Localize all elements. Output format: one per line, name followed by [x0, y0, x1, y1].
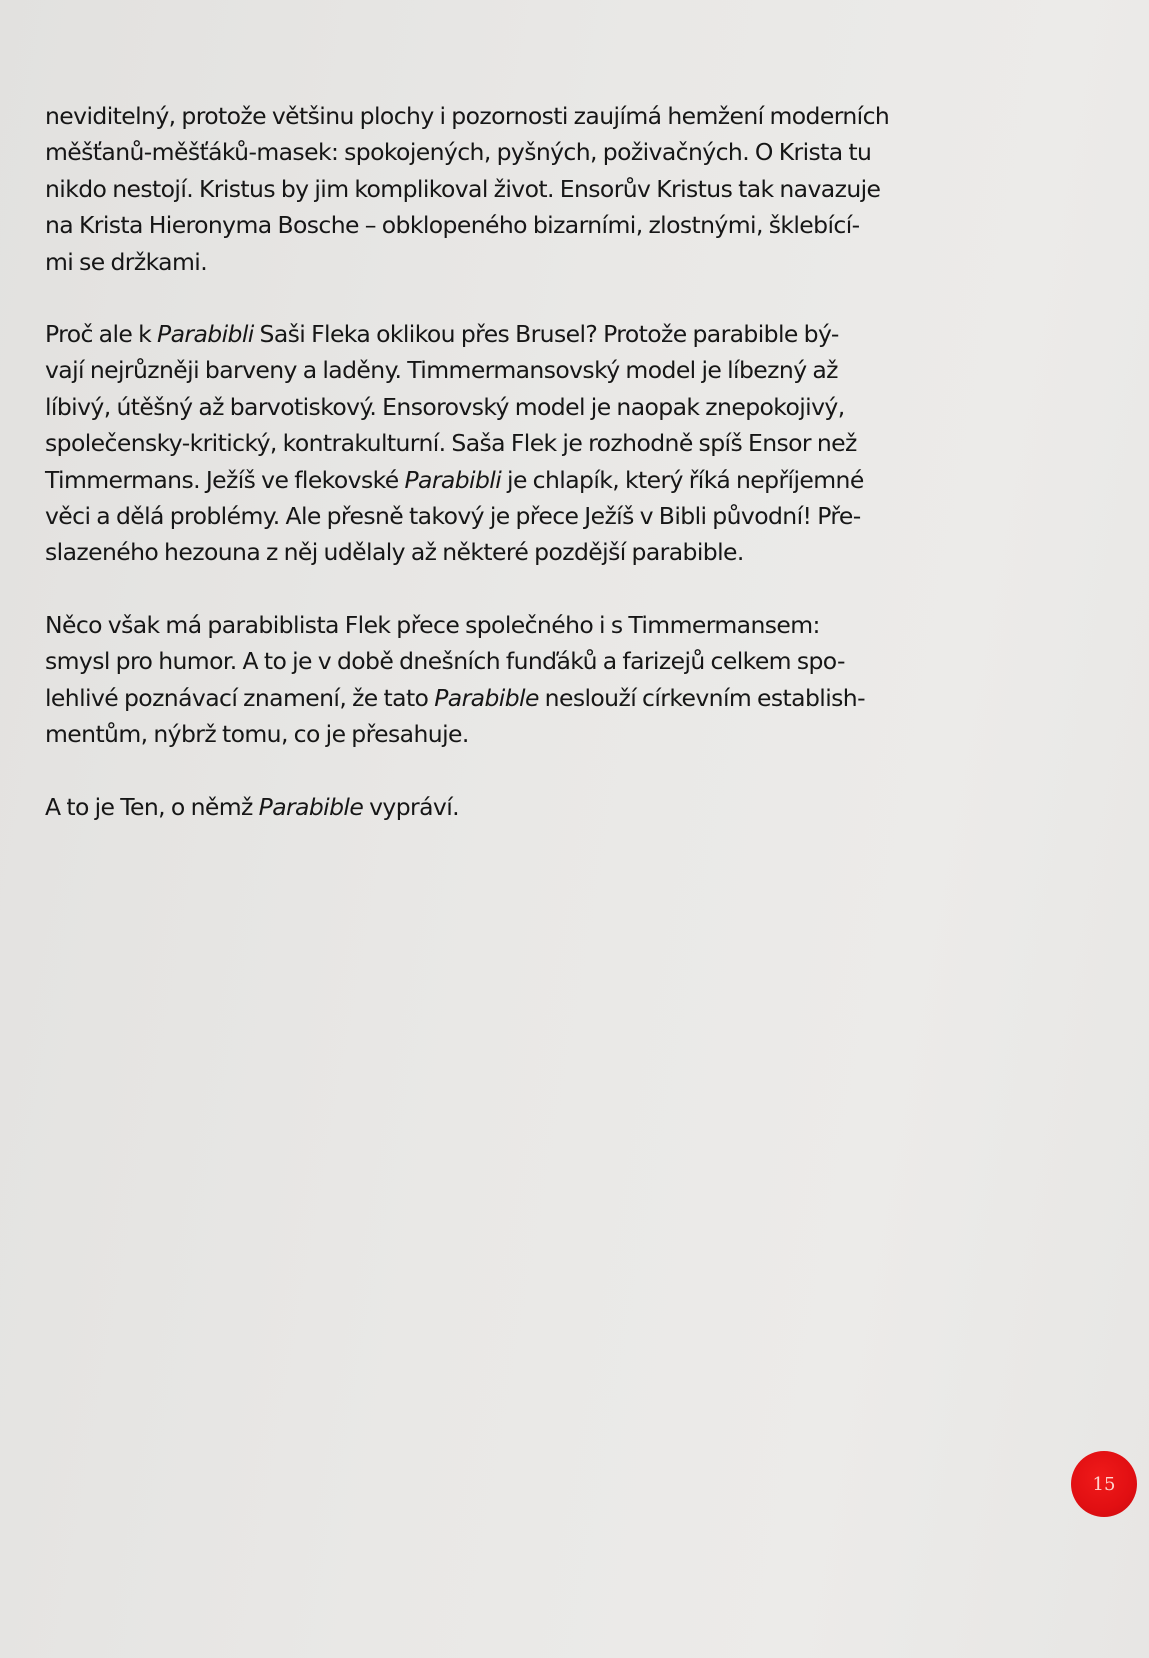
text-segment: měšťanů-měšťáků-masek: spokojených, pyšných, poživačných. O Krista tu [45, 138, 872, 167]
text-line [45, 425, 945, 461]
page-number-badge [1071, 1451, 1137, 1517]
text-segment: Proč ale k [45, 320, 158, 349]
text-line [45, 789, 945, 825]
text-line [45, 716, 945, 752]
body-text [45, 98, 945, 861]
paragraph-2 [45, 316, 945, 571]
text-line [45, 207, 945, 243]
text-line [45, 607, 945, 643]
text-segment: Timmermans. Ježíš ve flekovské [45, 465, 405, 494]
text-line [45, 316, 945, 352]
text-line [45, 98, 945, 134]
text-segment: Saši Fleka oklikou přes Brusel? Protože parabible bý- [253, 320, 839, 349]
text-segment: je chlapík, který říká nepříjemné [501, 465, 864, 494]
italic-title: Parabible [258, 792, 364, 821]
text-line [45, 534, 945, 570]
text-line [45, 134, 945, 170]
text-segment: nikdo nestojí. Kristus by jim komplikoval život. Ensorův Kristus tak navazuje [45, 174, 881, 203]
text-segment: lehlivé poznávací znamení, že tato [45, 683, 435, 712]
text-segment: vypráví. [363, 792, 459, 821]
italic-title: Parabibli [157, 320, 254, 349]
text-line [45, 389, 945, 425]
text-segment: společensky-kritický, kontrakulturní. Saša Flek je rozhodně spíš Ensor než [45, 429, 857, 458]
text-segment: mentům, nýbrž tomu, co je přesahuje. [45, 720, 469, 749]
text-segment: líbivý, útěšný až barvotiskový. Ensorovský model je naopak znepokojivý, [45, 392, 845, 421]
text-line [45, 680, 945, 716]
text-segment: věci a dělá problémy. Ale přesně takový je přece Ježíš v Bibli původní! Pře- [45, 502, 861, 531]
text-segment: Něco však má parabiblista Flek přece společného i s Timmermansem: [45, 610, 820, 639]
text-segment: vají nejrůzněji barveny a laděny. Timmermansovský model je líbezný až [45, 356, 838, 385]
text-segment: A to je Ten, o němž [45, 792, 259, 821]
text-segment: neviditelný, protože většinu plochy i pozornosti zaujímá hemžení moderních [45, 102, 890, 130]
text-line [45, 244, 945, 280]
paragraph-3 [45, 607, 945, 753]
page-number: 15 [1092, 1473, 1116, 1495]
text-segment: na Krista Hieronyma Bosche – obklopeného bizarními, zlostnými, šklebící- [45, 211, 860, 240]
italic-title: Parabibli [404, 465, 502, 494]
italic-title: Parabible [434, 683, 539, 712]
paragraph-4 [45, 789, 945, 825]
text-segment: mi se držkami. [45, 247, 208, 276]
paragraph-1 [45, 98, 945, 280]
text-segment: slazeného hezouna z něj udělaly až některé pozdější parabible. [45, 538, 744, 567]
text-line [45, 498, 945, 534]
text-segment: neslouží církevním establish- [538, 683, 865, 712]
text-line [45, 462, 945, 498]
text-line [45, 171, 945, 207]
text-segment: smysl pro humor. A to je v době dnešních funďáků a farizejů celkem spo- [45, 647, 845, 676]
text-line [45, 643, 945, 679]
text-line [45, 352, 945, 388]
